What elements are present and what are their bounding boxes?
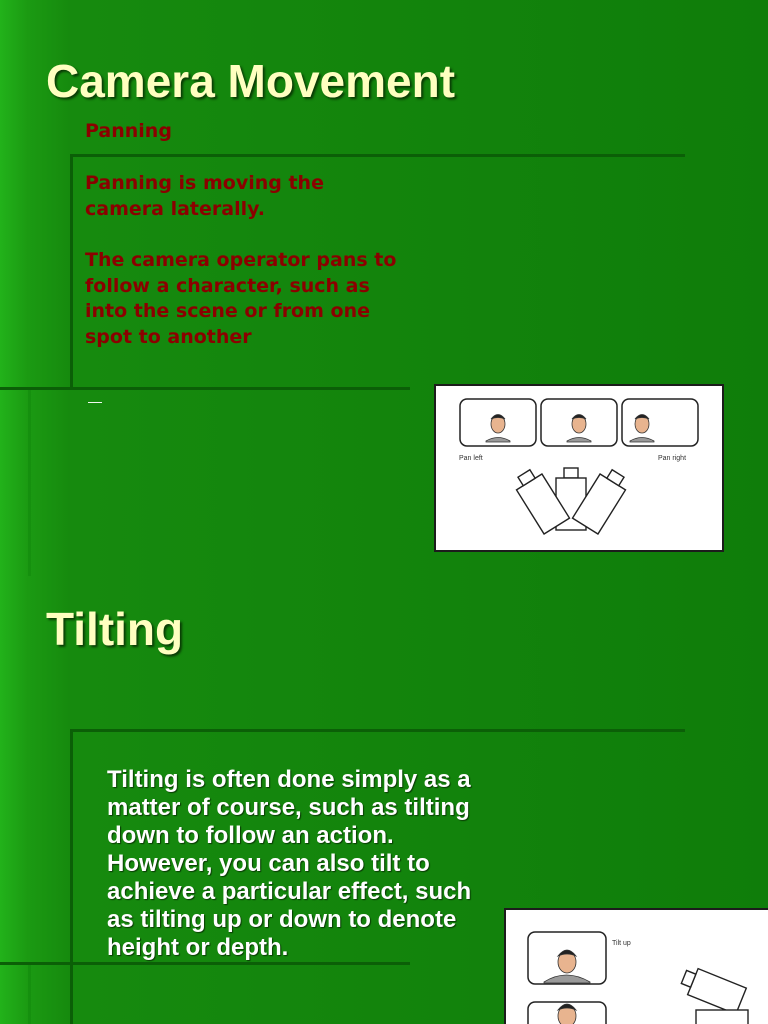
camera-icons <box>511 466 631 534</box>
accent-line-vertical <box>70 155 73 390</box>
slide-tilting <box>0 576 768 1024</box>
accent-line-horizontal <box>70 729 685 732</box>
description-text: The camera operator pans to follow a character, such as into the scene or from one spot to another <box>85 249 397 348</box>
camera-icons <box>678 965 748 1024</box>
tilt-up-label: Tilt up <box>612 940 631 947</box>
accent-line-vertical-left <box>28 965 31 1024</box>
panning-diagram <box>434 384 724 552</box>
dash-mark: — <box>88 393 102 409</box>
accent-line-horizontal-lower <box>0 962 410 965</box>
definition-text: Panning is moving the camera laterally. <box>85 172 324 220</box>
subheading: Panning <box>85 120 172 142</box>
accent-line-horizontal <box>70 154 685 157</box>
tilting-illustration <box>506 910 768 1024</box>
pan-left-label: Pan left <box>459 455 483 462</box>
panning-illustration <box>436 386 722 550</box>
pan-right-label: Pan right <box>658 455 687 462</box>
body-text: Tilting is often done simply as a matter of course, such as tilting down to follow an action. However, you can also tilt to achieve a particular effect, such as tilting up or down to denote height or depth. <box>107 766 472 961</box>
accent-line-vertical-left <box>28 390 31 576</box>
slide-title: Tilting <box>46 603 184 655</box>
tilting-diagram <box>504 908 768 1024</box>
accent-line-horizontal-lower <box>0 387 410 390</box>
accent-line-vertical <box>70 730 73 1024</box>
slide-title: Camera Movement <box>46 55 456 107</box>
